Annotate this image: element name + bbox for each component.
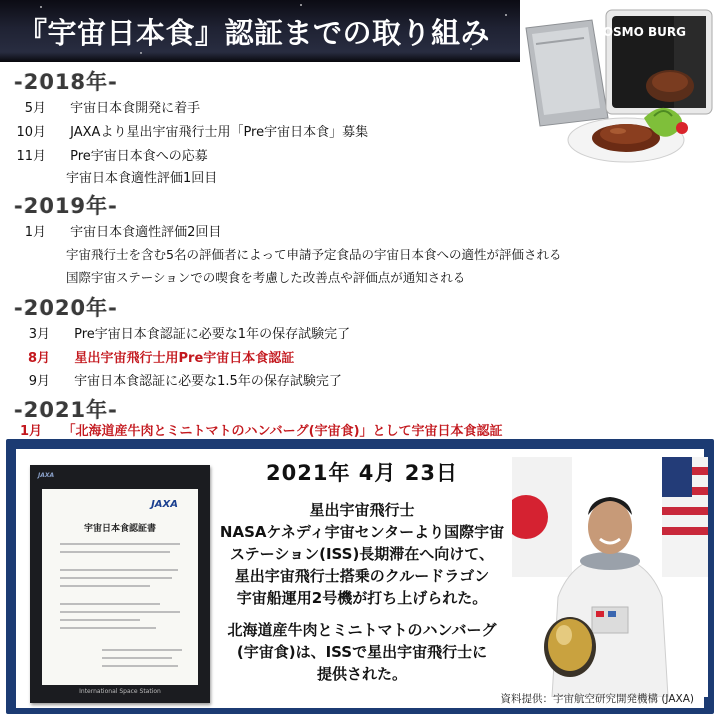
title-banner — [0, 0, 520, 62]
certificate-text-line — [102, 649, 182, 651]
star-decoration — [505, 14, 507, 16]
certificate-text-line — [60, 577, 172, 579]
product-photo — [522, 0, 720, 178]
star-decoration — [40, 6, 42, 8]
announcement-paragraph-1: 星出宇宙飛行士 NASAケネディ宇宙センターより国際宇宙 ステーション(ISS)長期滞在へ向けて、 星出宇宙飛行士搭乗のクルードラゴン 宇宙船運用2号機が打ち上げられた。 — [219, 501, 505, 607]
certificate-text-line — [60, 603, 160, 605]
hamburg-package-illustration — [522, 0, 720, 178]
announcement-panel-inner — [16, 449, 704, 708]
star-decoration — [140, 52, 142, 54]
timeline-entry: 3月 Pre宇宙日本食認証に必要な1年の保存試験完了 — [28, 327, 351, 342]
timeline-entry-highlight: 8月 星出宇宙飛行士用Pre宇宙日本食認証 — [27, 351, 295, 366]
star-decoration — [300, 4, 302, 6]
timeline-entry: 1月 宇宙日本食適性評価2回目 — [24, 225, 222, 240]
timeline-entry: 国際宇宙ステーションでの喫食を考慮した改善点や評価点が通知される — [66, 270, 466, 285]
certificate-text-line — [60, 569, 178, 571]
year-heading: -2020年- — [14, 296, 118, 320]
certificate-frame — [30, 465, 210, 703]
page-title: 『宇宙日本食』認証までの取り組み — [18, 16, 491, 50]
timeline-entry: 宇宙飛行士を含む5名の評価者によって申請予定食品の宇宙日本食への適性が評価される — [66, 247, 562, 262]
timeline-entry: 5月 宇宙日本食開発に着手 — [24, 101, 201, 116]
announcement-panel — [6, 439, 714, 714]
year-heading: -2021年- — [14, 398, 118, 422]
package-label: COSMO BURG — [594, 25, 686, 39]
astronaut-illustration — [512, 457, 708, 697]
announcement-paragraph-2: 北海道産牛肉とミニトマトのハンバーグ (宇宙食)は、ISSで星出宇宙飛行士に 提供された。 — [227, 621, 497, 683]
image-credit: 資料提供：宇宙航空研究開発機構 (JAXA) — [500, 693, 694, 705]
certificate-text-line — [60, 619, 140, 621]
certificate-paper — [42, 489, 198, 685]
certificate-text-line — [102, 665, 178, 667]
certificate-text-line — [60, 585, 150, 587]
certificate-text-line — [60, 611, 180, 613]
announcement-date: 2021年 4月 23日 — [266, 461, 458, 485]
certificate-title: 宇宙日本食認証書 — [83, 524, 156, 534]
timeline-entry: 9月 宇宙日本食認証に必要な1.5年の保存試験完了 — [28, 374, 342, 389]
certificate-text-line — [60, 627, 156, 629]
year-heading: -2019年- — [14, 194, 118, 218]
jaxa-logo: JAXA — [151, 499, 178, 510]
certificate-footer: International Space Station — [79, 688, 161, 695]
timeline-entry: 10月 JAXAより星出宇宙飛行士用「Pre宇宙日本食」募集 — [16, 125, 369, 140]
certificate-text-line — [60, 543, 180, 545]
timeline-entry: 11月 Pre宇宙日本食への応募 — [16, 149, 208, 164]
timeline-entry-highlight: 1月 「北海道産牛肉とミニトマトのハンバーグ(宇宙食)」として宇宙日本食認証 — [20, 424, 503, 439]
year-heading: -2018年- — [14, 70, 118, 94]
astronaut-photo — [512, 457, 708, 697]
certificate-text-line — [60, 551, 170, 553]
timeline-entry: 宇宙日本食適性評価1回目 — [66, 171, 218, 186]
jaxa-logo-small: JAXA — [38, 472, 55, 479]
certificate-text-line — [102, 657, 172, 659]
